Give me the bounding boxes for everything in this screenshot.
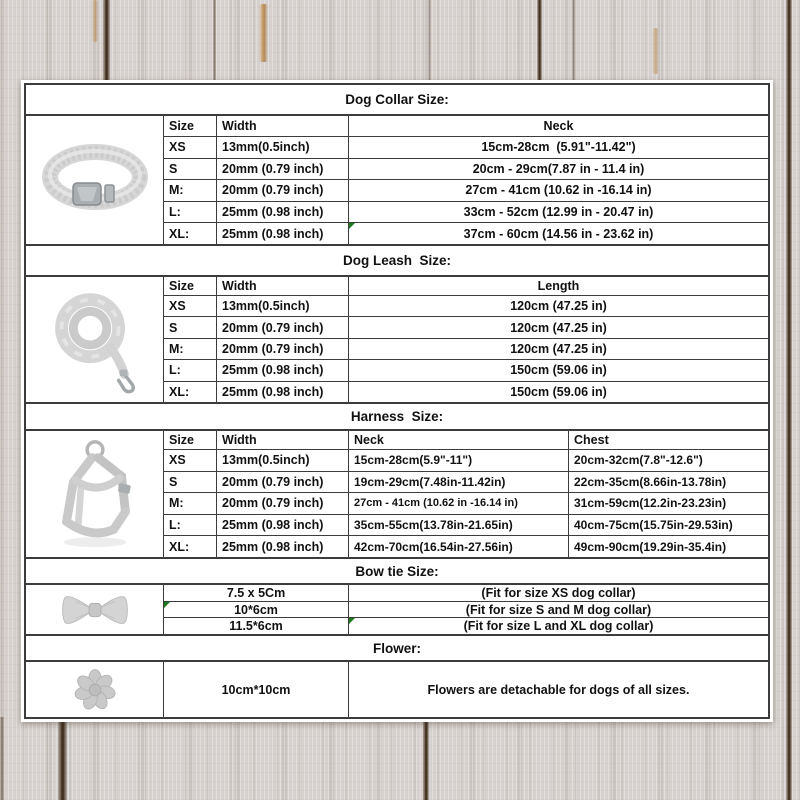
table-row	[164, 339, 768, 360]
collar-header-width: Width	[217, 116, 349, 136]
flower-image-cell	[26, 662, 164, 717]
wood-plank-gap	[0, 717, 4, 800]
collar-size: L:	[164, 202, 217, 223]
table-row	[164, 493, 768, 515]
bowtie-fit: (Fit for size S and M dog collar)	[465, 602, 652, 617]
leash-length: 120cm (47.25 in)	[510, 320, 607, 335]
leash-size: S	[164, 317, 217, 337]
table-row	[164, 360, 768, 381]
leash-header-size: Size	[164, 277, 217, 295]
size-chart-sheet	[21, 80, 773, 722]
leash-size: L:	[164, 360, 217, 380]
table-row	[164, 317, 768, 338]
leash-length: 120cm (47.25 in)	[510, 342, 607, 357]
bowtie-rows	[164, 585, 768, 634]
leash-length: 150cm (59.06 in)	[510, 363, 607, 378]
wood-plank-gap	[428, 0, 431, 83]
wood-knot-streak	[259, 4, 268, 62]
collar-size: M:	[164, 180, 217, 201]
harness-header-chest: Chest	[574, 433, 609, 447]
table-row	[164, 472, 768, 494]
collar-section-title: Dog Collar Size:	[26, 85, 768, 116]
wood-plank-gap	[786, 0, 792, 800]
table-row	[164, 585, 768, 602]
bowtie-section-title: Bow tie Size:	[26, 559, 768, 585]
green-corner-flag	[349, 618, 355, 624]
table-row	[164, 223, 768, 244]
collar-size: XS	[164, 137, 217, 158]
collar-size: S	[164, 159, 217, 180]
wood-knot-streak	[652, 28, 659, 74]
collar-header-size: Size	[164, 116, 217, 136]
collar-neck: 33cm - 52cm (12.99 in - 20.47 in)	[463, 205, 654, 220]
leash-rows	[164, 277, 768, 402]
wood-knot-streak	[92, 0, 98, 42]
harness-width: 20mm (0.79 inch)	[217, 493, 349, 514]
harness-chest: 40cm-75cm(15.75in-29.53in)	[574, 518, 733, 533]
collar-neck: 15cm-28cm (5.91"-11.42")	[481, 140, 636, 155]
flower-rows	[164, 662, 768, 717]
leash-header-row	[164, 277, 768, 296]
collar-header-neck: Neck	[543, 119, 574, 133]
leash-size: XS	[164, 296, 217, 316]
wood-plank-gap	[103, 0, 110, 83]
harness-width: 20mm (0.79 inch)	[217, 472, 349, 493]
harness-image-cell	[26, 431, 164, 557]
table-row	[164, 202, 768, 224]
leash-width: 20mm (0.79 inch)	[217, 317, 349, 337]
leash-length: 120cm (47.25 in)	[510, 299, 607, 314]
collar-width: 25mm (0.98 inch)	[217, 223, 349, 244]
harness-header-size: Size	[164, 431, 217, 449]
table-row	[164, 159, 768, 181]
harness-chest: 22cm-35cm(8.66in-13.78in)	[574, 474, 727, 489]
leash-size: XL:	[164, 382, 217, 402]
bowtie-table	[26, 585, 768, 636]
wood-plank-gap	[572, 0, 575, 83]
harness-chest: 31cm-59cm(12.2in-23.23in)	[574, 496, 727, 511]
harness-rows	[164, 431, 768, 557]
leash-width: 13mm(0.5inch)	[217, 296, 349, 316]
table-row	[164, 515, 768, 537]
harness-width: 13mm(0.5inch)	[217, 450, 349, 471]
collar-size: XL:	[164, 223, 217, 244]
leash-image-cell	[26, 277, 164, 402]
collar-rows	[164, 116, 768, 244]
leash-width: 25mm (0.98 inch)	[217, 360, 349, 380]
harness-header-neck: Neck	[349, 431, 569, 449]
table-row	[164, 618, 768, 634]
collar-neck: 27cm - 41cm (10.62 in -16.14 in)	[465, 183, 652, 198]
harness-neck: 27cm - 41cm (10.62 in -16.14 in)	[349, 493, 569, 514]
collar-width: 20mm (0.79 inch)	[217, 159, 349, 180]
table-row	[164, 662, 768, 717]
wood-plank-gap	[423, 717, 429, 800]
leash-width: 25mm (0.98 inch)	[217, 382, 349, 402]
flower-section-title: Flower:	[26, 636, 768, 662]
collar-neck: 37cm - 60cm (14.56 in - 23.62 in)	[349, 223, 768, 244]
table-row	[164, 296, 768, 317]
collar-neck: 20cm - 29cm(7.87 in - 11.4 in)	[472, 161, 645, 176]
harness-width: 25mm (0.98 inch)	[217, 536, 349, 557]
bowtie-fit: (Fit for size XS dog collar)	[481, 585, 636, 600]
bowtie-size: 7.5 x 5Cm	[164, 585, 349, 601]
harness-neck: 35cm-55cm(13.78in-21.65in)	[349, 515, 569, 536]
leash-section-title: Dog Leash Size:	[26, 246, 768, 277]
collar-width: 25mm (0.98 inch)	[217, 202, 349, 223]
bowtie-size: 11.5*6cm	[164, 618, 349, 634]
harness-size: XL:	[164, 536, 217, 557]
harness-neck: 15cm-28cm(5.9"-11")	[349, 450, 569, 471]
harness-size: M:	[164, 493, 217, 514]
flower-note: Flowers are detachable for dogs of all sizes.	[427, 682, 690, 697]
table-row	[164, 602, 768, 619]
bow-tie-icon	[40, 587, 150, 633]
collar-width: 20mm (0.79 inch)	[217, 180, 349, 201]
harness-chest: 20cm-32cm(7.8"-12.6")	[574, 453, 703, 468]
green-corner-flag	[164, 602, 170, 608]
flower-size: 10cm*10cm	[164, 662, 349, 717]
collar-table	[26, 116, 768, 246]
wood-plank-gap	[58, 717, 67, 800]
leash-width: 20mm (0.79 inch)	[217, 339, 349, 359]
dog-collar-icon	[35, 125, 155, 235]
green-corner-flag	[349, 223, 355, 229]
harness-section-title: Harness Size:	[26, 404, 768, 431]
harness-size: L:	[164, 515, 217, 536]
harness-size: XS	[164, 450, 217, 471]
table-row	[164, 450, 768, 472]
leash-header-width: Width	[217, 277, 349, 295]
collar-image-cell	[26, 116, 164, 244]
wood-plank-gap	[213, 0, 216, 83]
table-row	[164, 536, 768, 557]
harness-neck: 42cm-70cm(16.54in-27.56in)	[349, 536, 569, 557]
bowtie-size: 10*6cm	[164, 602, 349, 618]
bowtie-image-cell	[26, 585, 164, 634]
table-row	[164, 382, 768, 402]
harness-chest: 49cm-90cm(19.29in-35.4in)	[574, 539, 727, 554]
dog-leash-icon	[36, 281, 154, 399]
leash-size: M:	[164, 339, 217, 359]
flower-table	[26, 662, 768, 717]
leash-header-length: Length	[537, 279, 580, 293]
collar-header-row	[164, 116, 768, 137]
leash-length: 150cm (59.06 in)	[510, 384, 607, 399]
table-row	[164, 137, 768, 159]
harness-table	[26, 431, 768, 559]
harness-neck: 19cm-29cm(7.48in-11.42in)	[349, 472, 569, 493]
size-chart-table	[24, 83, 770, 719]
harness-width: 25mm (0.98 inch)	[217, 515, 349, 536]
bowtie-fit: (Fit for size L and XL dog collar)	[349, 618, 768, 634]
dog-harness-icon	[36, 435, 154, 553]
leash-table	[26, 277, 768, 404]
collar-width: 13mm(0.5inch)	[217, 137, 349, 158]
flower-icon	[72, 667, 118, 713]
table-row	[164, 180, 768, 202]
harness-header-row	[164, 431, 768, 450]
harness-header-width: Width	[217, 431, 349, 449]
harness-size: S	[164, 472, 217, 493]
wood-plank-gap	[537, 0, 542, 83]
